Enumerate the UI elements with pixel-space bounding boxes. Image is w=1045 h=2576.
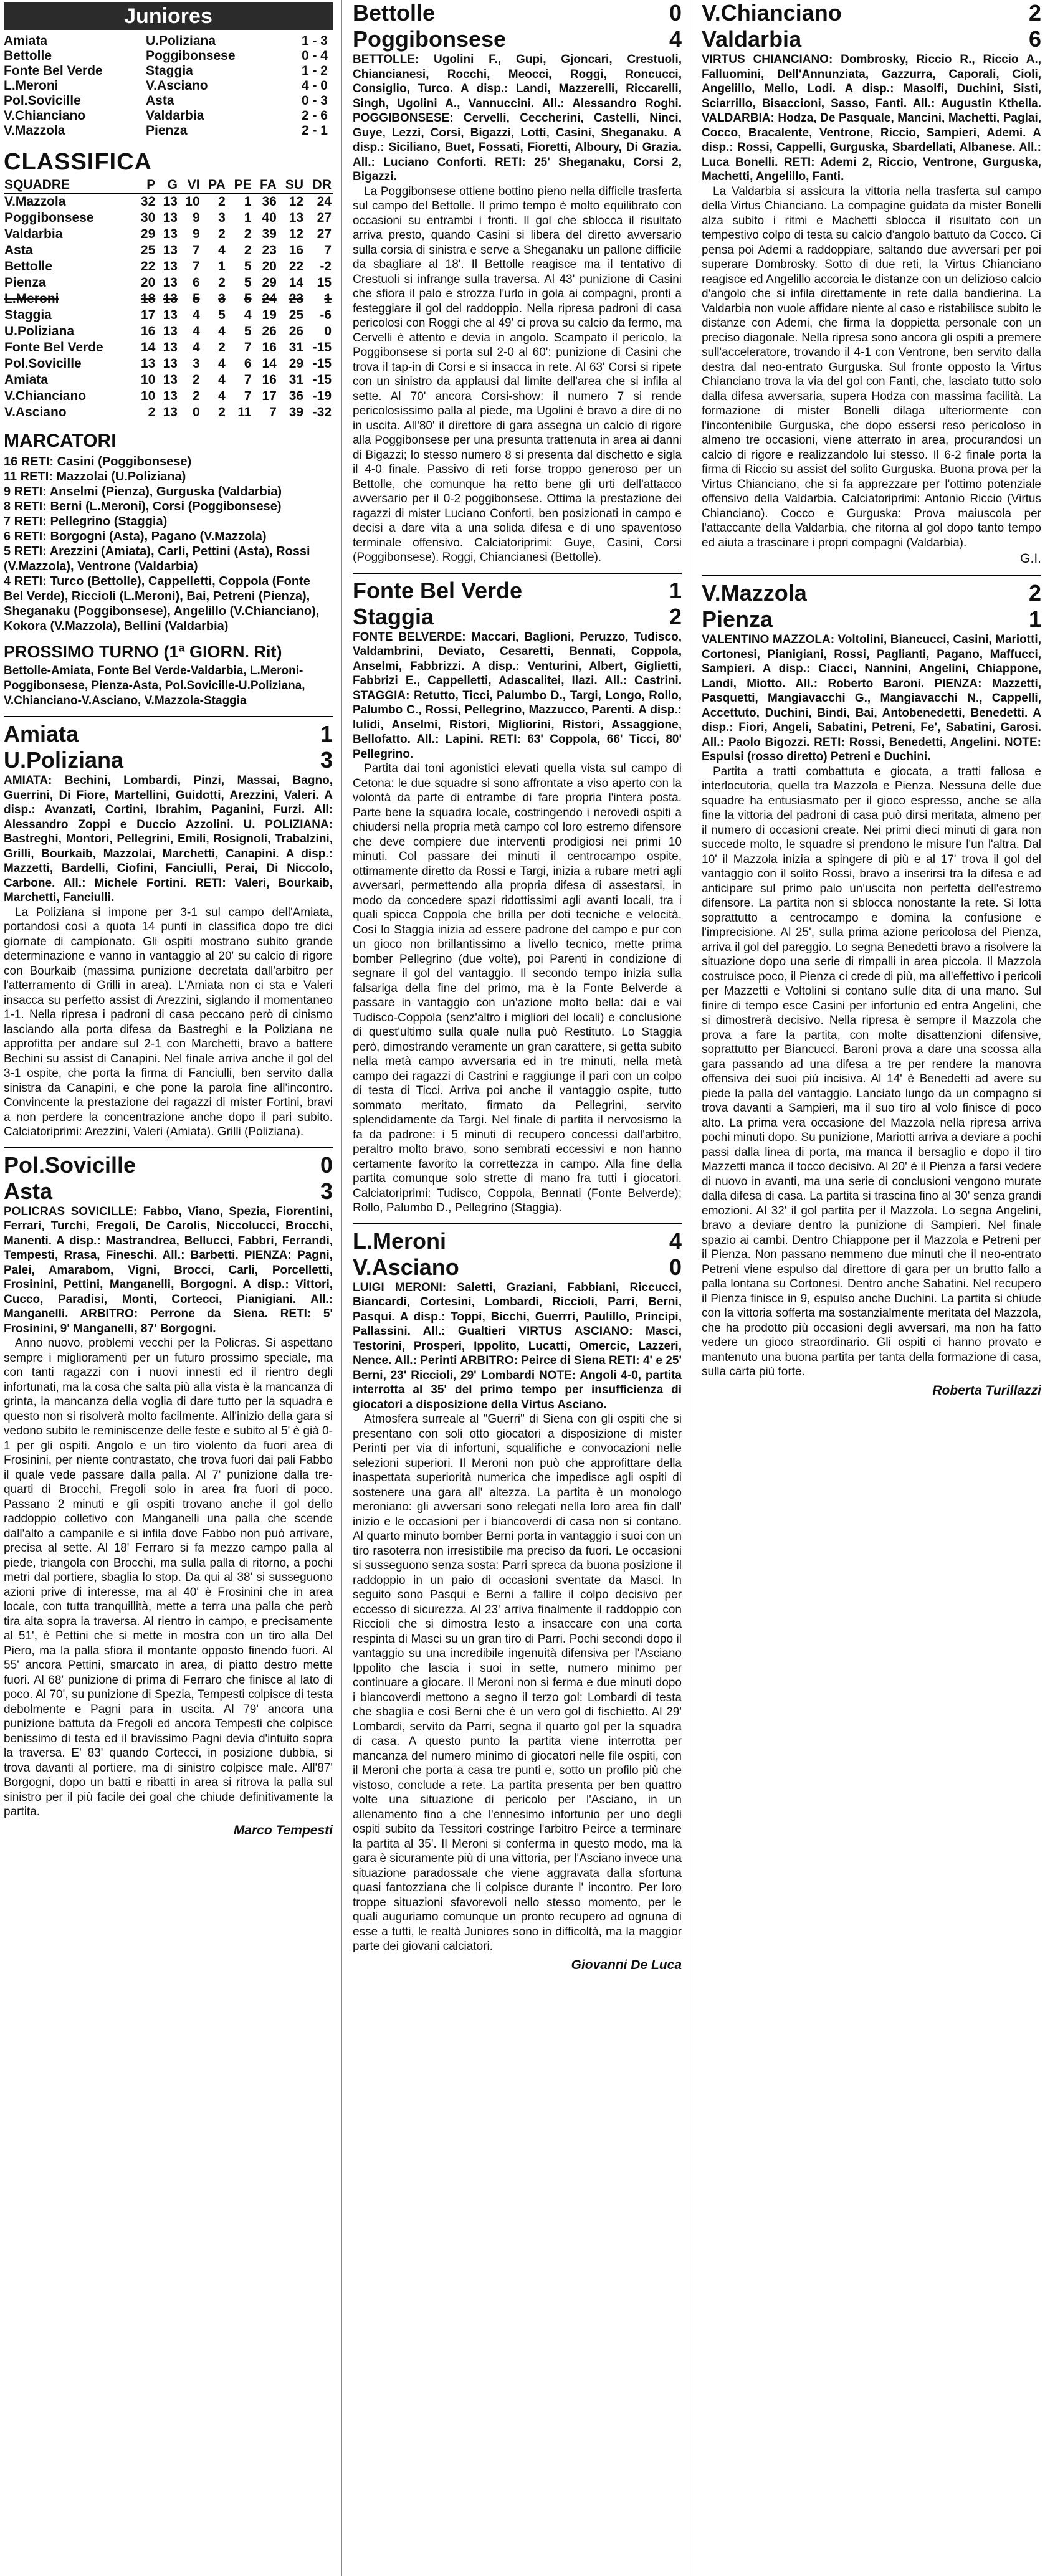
standings-team: U.Poliziana [4,324,75,338]
match-away-row [702,606,1041,632]
standings-cell: 16 [262,373,277,387]
standings-cell: 22 [140,259,156,274]
standings-cell: 3 [192,356,200,371]
standings-row [4,404,333,421]
report-paragraph: La Valdarbia si assicura la vittoria nella trasferta sul campo della Virtus Chianciano. La compagine guidata da mister Bonelli alza subito i ritmi e Machetti sblocca il risultato con un tempestivo colpo di testa su calcio d'angolo battuto da Cocco. Ci pensa poi Ademi a raddoppiare, saltando due avversari per poi superare Dombrosky. Sotto di due reti, la Virtus Chianciano reagisce ed Angelillo accorcia le distanze con un delizioso calcio d'angolo che si infila direttamente in rete dalla bandierina. La Valdarbia non vuole affidare niente al caso e ristabilisce subito le distanze con Ademi, che firma la doppietta personale con un preciso diagonale. Nella ripresa sono ancora gli ospiti a premere sull'acceleratore, trovando il 4-1 con Ventrone, ben servito dalla destra dal neo-entrato Gurguska. Sul fronte opposto la Virtus Chianciano trova la via del gol con Fanti, che, lasciato tutto solo dalla difesa avversaria, supera Hodza con massima facilità. La formazione di mister Bonelli dilaga ulteriormente con l'incontenibile Gurguska, che dopo essersi reso pericoloso in almeno tre occasioni, viene atterrato in area, procurandosi un calcio di rigore e realizzandolo lui stesso. Il 6-2 finale porta la firma di Riccio su assist del solito Gurguska. Buona prova per la Virtus Chianciano, che si fa apprezzare per l'ottimo potenziale offensivo della Valdarbia. Calciatoriprimi: Antonio Riccio (Virtus Chianciano). Cocco e Gurguska: Prova maiuscola per l'attaccante della Valdarbia, che ritorna al gol dopo tanto tempo ed aiuta a trascinare i propri compagni (Valdarbia). [702,184,1041,550]
report-body [353,1412,682,1954]
scorer-line: 16 RETI: Casini (Poggibonsese) [4,455,192,469]
match-away-row [353,604,682,630]
match-report [353,1223,682,1974]
standings-row [4,259,333,275]
result-row [4,93,333,108]
standings-cell: 1 [244,211,252,225]
standings-cell: 1 [244,194,252,209]
standings-cell: 12 [289,227,304,241]
away-team: Valdarbia [702,26,802,52]
standings-cell: 7 [192,243,200,257]
standings-cell: 0 [192,405,200,419]
author-signature: Giovanni De Luca [571,1957,682,1972]
standings-cell: 17 [140,308,156,322]
standings-row [4,356,333,372]
standings-header-row [4,177,333,194]
result-row [4,34,333,49]
standings-team: V.Mazzola [4,194,66,209]
standings-cell: 31 [289,340,304,355]
standings-table [4,177,333,421]
standings-header: SU [278,177,305,194]
scorer-line: 11 RETI: Mazzolai (U.Poliziana) [4,470,186,484]
standings-team: Valdarbia [4,227,63,241]
standings-cell: 3 [218,211,226,225]
marcatori-title: MARCATORI [4,431,117,451]
standings-cell: 4 [192,308,200,322]
separator [4,716,333,717]
match-home-row [4,1152,333,1178]
standings-cell: 2 [218,227,226,241]
standings-cell: -15 [312,356,332,371]
home-score: 1 [669,577,682,603]
standings-team: Fonte Bel Verde [4,340,103,355]
standings-cell: -15 [312,340,332,355]
standings-cell: 5 [244,292,252,306]
standings-cell: 12 [289,194,304,209]
standings-cell: 4 [218,356,226,371]
report-paragraph: La Poggibonsese ottiene bottino pieno nella difficile trasferta sul campo del Bettolle. Il primo tempo è molto equilibrato con occasioni su entrambi i fronti. Il gol che sblocca il risultato arriva presto, quando Casini si libera del diretto avversario sulla corsia di sinistra e serve a Sheganaku un pallone difficile da sbagliare al 18'. Il Bettolle reagisce ma il tentativo di Crestuoli si infrange sulla traversa. Al 43' punizione di Casini che sfiora il palo e strozza l'urlo in gola ai compagni, pronti a festeggiare il gol del raddoppio. Nella ripresa padroni di casa pericolosi con Roggi che al 49' ci prova su calcio da fermo, ma Cervelli è attento e devia in angolo. Scampato il pericolo, la Poggibonsese si porta sul 2-0 al 60': punizione di Casini che trova il tap-in di Corsi e si insacca in rete. Al 63' Corsi si ripete con un sinistro da applausi dal limite dell'area che si infila al sette. Al 70' ancora Corsi-show: il numero 7 si rende pericolosissimo palla al piede, ma Ugolini è bravo a dire di no in uscita. All'80' il direttore di gara assegna un calcio di rigore alla Poggibonsese per una presunta trattenuta in area ai danni di Bigazzi; lo stesso numero 8 si presenta dal dischetto e sigla il 4-0 finale. Passivo di reti forse troppo generoso per un Bettolle, che comunque ha retto bene gli urti dell'attacco avversario per il 0-2 poggibonsese. Ottima la prestazione dei ragazzi di mister Luciano Conforti, ben posizionati in campo e decisi a dare vita a una solida difesa e di uno spaventoso terminale offensivo. Calciatoriprimi: Guye, Casini, Corsi (Poggibonsese). Roggi, Chiancianesi (Bettolle). [353,184,682,564]
author-signature: G.I. [1020,551,1041,566]
report-body [702,765,1041,1380]
separator [702,575,1041,576]
standings-cell: 23 [262,243,277,257]
report-body [4,1336,333,1820]
standings-cell: 7 [192,259,200,274]
standings-cell: 23 [289,292,304,306]
standings-header: VI [179,177,201,194]
standings-cell: 36 [262,194,277,209]
standings-cell: 4 [244,308,252,322]
standings-team: Staggia [4,308,52,322]
standings-team: Asta [4,243,33,257]
result-away: V.Asciano [146,79,208,93]
home-score: 1 [320,721,333,747]
result-home: Amiata [4,34,48,48]
report-paragraph: Partita dai toni agonistici elevati quella vista sul campo di Cetona: le due squadre si sono affrontate a viso aperto con la volontà da parte di entrambe di fare propria l'intera posta. Parte bene la squadra locale, costringendo i nerovedi ospiti a chiudersi nella propria metà campo col loro estremo difensore che deve compiere due interventi prodigiosi nei primi 10 minuti. Col passare dei minuti il centrocampo ospite, ottimamente diretto da Rossi e Targi, inizia a rubare metri agli avversari, permettendo alla propria difesa di assestarsi, in modo da concedere spazi ridottissimi agli avanti locali, tra i quali spicca Coppola che brilla per doti tecniche e velocità. Così lo Staggia inizia ad essere padrone del campo e pur con un gioco non brillantissimo a livello tecnico, mette prima bomber Pellegrino (due volte), poi Parenti in condizione di segnare il gol del vantaggio. Il secondo tempo inizia sulla falsariga della fine del primo, ma è la Fonte Belverde a passare in vantaggio con un'azione molto bella: dai e vai Tudisco-Coppola (senz'altro i migliori del locali) e conclusione di quest'ultimo sulla quale nulla può Restituto. Lo Staggia però, dimostrando veramente un gran carattere, si getta subito nella metà campo avversaria ed in tre minuti, nella metà campo dei ragazzi di Castrini e raggiunge il pari con un colpo di testa di Ticci. Arriva poi anche il vantaggio ospite, tutto sommato meritato, firmato da Pellegrini, servito splendidamente da Targi. Nel finale di partita il nervosismo la fa da padrone: i 5 minuti di recupero concessi dall'arbitro, peraltro molto bravo, sono sembrati eccessivi e non hanno certamente favorito la correttezza in campo. Alla fine della partita comunque solo strette di mano fra tutti i giocatori. Calciatoriprimi: Tudisco, Coppola, Bennati (Fonte Belverde); Rollo, Palumbo D., Pellegrino (Staggia). [353,762,682,1214]
standings-cell: 31 [289,373,304,387]
result-score: 0 - 4 [301,49,328,63]
away-team: V.Asciano [353,1254,459,1280]
result-row [4,108,333,123]
result-away: Staggia [146,64,193,78]
standings-cell: -19 [312,389,332,403]
away-score: 1 [1028,606,1041,632]
standings-cell: 36 [289,389,304,403]
result-row [4,79,333,93]
standings-cell: -32 [312,405,332,419]
standings-row [4,388,333,404]
standings-team: L.Meroni [4,292,59,306]
home-score: 2 [1028,580,1041,606]
standings-cell: 2 [192,389,200,403]
standings-cell: 13 [163,373,178,387]
next-round-text: Bettolle-Amiata, Fonte Bel Verde-Valdarbia, L.Meroni-Poggibonsese, Pienza-Asta, Pol.Sovicille-U.Poliziana, V.Chianciano-V.Asciano, V.Mazzola-Staggia [4,664,305,707]
standings-cell: 14 [140,340,156,355]
scorer-line: 4 RETI: Turco (Bettolle), Cappelletti, Coppola (Fonte Bel Verde), Riccioli (L.Meroni), Bai, Petreni (Pienza), Sheganaku (Poggibonsese), Angelillo (V.Chianciano), Kokora (V.Mazzola), Bellini (Valdarbia) [4,575,320,633]
standings-cell: 7 [244,373,252,387]
column-divider [341,0,342,2576]
standings-cell: 2 [218,194,226,209]
standings-cell: 5 [244,275,252,290]
standings-team: Pienza [4,275,46,290]
standings-cell: 40 [262,211,277,225]
report-body [353,761,682,1216]
standings-row [4,226,333,242]
standings-cell: 10 [140,389,156,403]
scorer-line: 7 RETI: Pellegrino (Staggia) [4,515,168,528]
standings-header: PE [227,177,253,194]
standings-cell: 5 [192,292,200,306]
standings-cell: 22 [289,259,304,274]
result-home: V.Mazzola [4,123,65,138]
standings-cell: 15 [317,275,332,290]
standings-cell: 25 [140,243,156,257]
away-team: Poggibonsese [353,26,507,52]
standings-cell: 39 [262,227,277,241]
lineups: BETTOLLE: Ugolini F., Gupi, Gjoncari, Crestuoli, Chiancianesi, Rocchi, Meocci, Roggi, Roncucci, Consiglio, Turco. A disp.: Landi, Mazzerelli, Riccarelli, Singh, Ugolini A., Vannuccini. All.: Alessandro Roghi. POGGIBONSESE: Cervelli, Ceccherini, Castelli, Ninci, Guye, Lezzi, Corsi, Bigazzi, Lotti, Casini, Sheganaku. A disp.: Siciliano, Buet, Fossati, Fioretti, Alboury, Di Grazia. All.: Luciano Conforti. RETI: 25' Sheganaku, Corsi 2, Bigazzi. [353,53,682,183]
standings-cell: 13 [163,259,178,274]
standings-cell: 13 [163,405,178,419]
match-home-row [702,580,1041,606]
result-away: Pienza [146,123,188,138]
home-team: Pol.Sovicille [4,1152,136,1178]
lineups: POLICRAS SOVICILLE: Fabbo, Viano, Spezia, Fiorentini, Ferrari, Turchi, Fregoli, De Carolis, Niccolucci, Brocchi, Manenti. A disp.: Mastrandrea, Bellucci, Fabbri, Ferrandi, Tempesti, Rrasa, Fineschi. All.: Barbetti. PIENZA: Pagni, Palei, Amarabom, Vigni, Brocci, Carli, Porcelletti, Frosinini, Pettini, Manganelli, Borgogni. A disp.: Vittori, Cucco, Paradisi, Monti, Cortecci, Pianigiani. All.: Manganelli. ARBITRO: Perrone da Siena. RETI: 5' Frosinini, 9' Manganelli, 87' Borgogni. [4,1205,333,1335]
result-home: Bettolle [4,49,52,63]
standings-cell: 13 [163,275,178,290]
standings-cell: 25 [289,308,304,322]
report-body [353,184,682,565]
standings-cell: 24 [317,194,332,209]
author-signature: Marco Tempesti [233,1823,333,1838]
standings-cell: 5 [244,324,252,338]
standings-row [4,210,333,226]
result-score: 0 - 3 [301,93,328,108]
standings-cell: 2 [218,405,226,419]
standings-cell: 3 [218,292,226,306]
standings-cell: -15 [312,373,332,387]
home-score: 0 [320,1152,333,1178]
standings-cell: 13 [163,324,178,338]
standings-cell: 2 [244,243,252,257]
report-paragraph: La Poliziana si impone per 3-1 sul campo dell'Amiata, portandosi così a quota 14 punti in classifica dopo tre dici giornate di campionato. Gli ospiti mostrano subito grande determinazione e vanno in vantaggio al 20' su calcio di rigore con Bourkaib (massima punizione decretata dall'arbitro per l'atterramento di Grilli in area). L'Amiata non ci sta e Valeri insacca su perfetto assist di Arezzini, siglando il momentaneo 1-1. Nella ripresa i padroni di casa peccano però di cinismo lasciando alla porta difesa da Bastreghi e la Poliziana ne approfitta per andare sul 2-1 con Marchetti, bravo a battere Bechini su assist di Canapini. Nel finale arriva anche il gol del 3-1 ospite, che porta la firma di Fanciulli, ben servito dalla sinistra da Canapini, e che pone la parola fine all'incontro. Convincente la prestazione dei ragazzi di mister Fortini, bravi a non perdere la concentrazione anche dopo il pari subito. Calciatoriprimi: Arezzini, Valeri (Amiata). Grilli (Poliziana). [4,905,333,1138]
standings-cell: 29 [140,227,156,241]
standings-row [4,194,333,211]
result-row [4,64,333,79]
standings-cell: 5 [218,308,226,322]
standings-cell: 16 [140,324,156,338]
home-team: V.Chianciano [702,0,842,26]
home-score: 4 [669,1228,682,1254]
scorer-line: 8 RETI: Berni (L.Meroni), Corsi (Poggibonsese) [4,500,282,513]
standings-cell: 4 [218,373,226,387]
standings-header: SQUADRE [4,177,135,194]
standings-cell: 16 [262,340,277,355]
standings-header: P [135,177,157,194]
standings-cell: 13 [163,194,178,209]
standings-cell: 9 [192,227,200,241]
standings-cell: 13 [163,308,178,322]
standings-cell: -2 [320,259,332,274]
standings-team: Poggibonsese [4,211,94,225]
standings-cell: 13 [163,340,178,355]
match-report [4,1147,333,1839]
home-team: L.Meroni [353,1228,446,1254]
standings-cell: 4 [192,340,200,355]
result-score: 4 - 0 [301,79,328,93]
standings-header: G [156,177,179,194]
standings-cell: 7 [324,243,332,257]
home-score: 2 [1028,0,1041,26]
result-home: L.Meroni [4,79,59,93]
match-report [4,716,333,1140]
away-score: 6 [1028,26,1041,52]
standings-row [4,291,333,307]
standings-cell: 5 [244,259,252,274]
standings-header: DR [305,177,333,194]
column-1 [4,0,333,2576]
standings-cell: 20 [140,275,156,290]
match-away-row [353,1254,682,1281]
standings-cell: 7 [244,340,252,355]
result-home: V.Chianciano [4,108,86,123]
home-team: Bettolle [353,0,436,26]
standings-header: FA [253,177,278,194]
standings-cell: 6 [244,356,252,371]
standings-cell: 13 [163,211,178,225]
standings-cell: 39 [289,405,304,419]
author-signature: Roberta Turillazzi [932,1383,1041,1398]
match-report [353,573,682,1216]
standings-team: Amiata [4,373,49,387]
lineups: VIRTUS CHIANCIANO: Dombrosky, Riccio R., Riccio A., Falluomini, Dell'Annunziata, Gazzurra, Caporali, Cioli, Angelillo, Mello, Lodi. A disp.: Masolfi, Duchini, Sisti, Sciarrillo, Bisaccioni, Sasso, Fanti. All.: Augustin Kthella. VALDARBIA: Hodza, De Pasquale, Mancini, Machetti, Paglai, Cocco, Bracalente, Ventrone, Riccio, Sampieri, Ademi. A disp.: Rossi, Cappelli, Gurguska, Sbardellati, Albanese. All.: Luca Bonelli. RETI: Ademi 2, Riccio, Ventrone, Gurguska, Machetti, Angelillo, Fanti. [702,53,1041,183]
standings-cell: 9 [192,211,200,225]
match-away-row [353,26,682,52]
standings-header: PA [201,177,227,194]
lineups: LUIGI MERONI: Saletti, Graziani, Fabbiani, Riccucci, Biancardi, Cortesini, Lombardi, Riccioli, Parri, Berni, Pasqui. A disp.: Toppi, Bicchi, Guerrri, Paulillo, Principi, Pallassini. All.: Gualtieri VIRTUS ASCIANO: Masci, Testorini, Prosperi, Ippolito, Lucatti, Omercic, Lazzeri, Nence. All.: Perinti ARBITRO: Peirce di Siena RETI: 4' e 25' Berni, 23' Riccioli, 29' Lombardi NOTE: Angoli 4-0, partita interrotta al 35' del primo tempo per insufficienza di giocatori a disposizione della Virtus Asciano. [353,1281,682,1411]
separator [4,1147,333,1148]
standings-row [4,242,333,259]
standings-cell: 2 [192,373,200,387]
match-report [702,0,1041,568]
away-score: 3 [320,747,333,773]
standings-cell: 14 [262,356,277,371]
standings-cell: 2 [218,340,226,355]
result-score: 2 - 6 [301,108,328,123]
standings-row [4,323,333,340]
standings-cell: 13 [163,356,178,371]
away-score: 0 [669,1254,682,1280]
standings-cell: 2 [244,227,252,241]
juniores-banner: Juniores [4,2,333,30]
report-paragraph: Anno nuovo, problemi vecchi per la Policras. Si aspettano sempre i miglioramenti per un futuro prossimo speciale, ma con tanti ragazzi con i nuovi innesti ed il rientro degli infortunati, ma la cosa che salta più alla vista è la mancanza di grinta, la mancanza della voglia di dare tutto per la squadra e questo non si risolverà molto facilmente. All'inizio della gara si vedono subito le reminiscenze delle feste e subito al 5' è già 0-1 per gli ospiti. Angolo e un tiro violento da fuori area di Frosinini, per niente contrastato, che trova fuori dai pali Fabbo il quale vede passare dalla palla. Al 7' punizione dalla tre-quarti di Brocchi, Fregoli solo in area fra fuori di poco. Passano 2 minuti e gli ospiti trovano anche il gol dello raddoppio colletivo con Manganelli una palla che scende dall'alto a campanile e si infila dove Fabbo non può arrivare, precisa al sette. Al 18' Ferraro si fa mezzo campo palla al piede, triangola con Brocchi, ma sulla palla di ritorno, a pochi metri dal portiere, sbaglia lo stop. Da qui al 38' si susseguono azioni prive di interesse, ma al 40' è Frosinini che in area locale, con tutta tranquillità, mette a terra una palla che però tira alta sopra la traversa. Al rientro in campo, e precisamente al 51', è Pettini che si mette in mostra con un tiro alla Del Piero, ma la palla sfiora il montante opposto finendo fuori. Al 55' ancora Pettini, smarcato in area, di piatto destro mette fuori. Al 68' punizione di prima di Ferraro che finisce al lato di poco. Al 70', su punizione di Spezia, Tempesti colpisce di testa debolmente e Pagni para in uscita. Al 79' ancora una punizione battuta da Fregoli ed ancora Tempesti che colpisce benissimo di testa ed il bravissimo Pagni devia d'intuito sopra la traversa. E' 83' quando Cortecci, in posizione dubbia, si trova davanti al portiere, ma di sinistro colpisce male. All'87' Borgogni, dopo un batti e ribatti in area si ritrova la palla sul sinistro per il più facile dei goal che chiude definitivamente la partita. [4,1337,333,1818]
match-away-row [4,747,333,773]
standings-cell: 30 [140,211,156,225]
result-score: 1 - 3 [301,34,328,48]
report-paragraph: Atmosfera surreale al "Guerri" di Siena con gli ospiti che si presentano con soli otto giocatori a disposizione di mister Perinti per via di infortuni, squalifiche e convocazioni nelle selezioni superiori. Il Meroni non può che approfittare della inaspettata superiorità numerica che impedisce agli ospiti di sostenere una gara all' altezza. La partita è un monologo meroniano: gli avversari sono relegati nella loro area fin dall' inizio e le occasioni per i biancoverdi di casa non si contano. Al quarto minuto bomber Berni porta in vantaggio i suoi con un tiro rasoterra non irresistibile ma preciso da fuori. Le occasioni si susseguono senza sosta: Parri spreca da buona posizione il raddoppio in un paio di occasioni sventate da Masci. In seguito sono Pasqui e Berni a fallire il colpo decisivo per eccesso di sicurezza. Al 23' arriva finalmente il raddoppio con Riccioli che si dimostra lesto a insaccare con una corta respinta di Masci su un gran tiro di Parri. Pochi secondi dopo il vantaggio su una incredibile ingenuità difensiva per l'Asciano Ippolito che lascia i suoi in sette, numero minimo per continuare a giocare. Il Meroni non si ferma e due minuti dopo i biancoverdi mettono a segno il terzo gol: Lombardi di testa che sbaglia e così Berni che è un vero gol di fischietto. Al 29' Lombardi, servito da Parri, segna il quarto gol per la squadra di casa. A questo punto la partita viene interrotta per mancanza del numero minimo di giocatori nelle file ospiti, con il Meroni che porta a casa tre punti e, sotto un profilo più che vistoso, conclude a rete. La partita presenta per ben quattro volte una situazione di pericolo per l'Asciano, in un allenamento fino a che l'ennesimo infortunio per uno degli ospiti subito da Tessitori costringe l'arbitro Peirce a terminare la partita al 35'. Il Meroni si conferma in questo modo, ma la gara è sicuramente più di una vittoria, per l'Asciano invece una situazione paradossale che viene aggravata dalla sfortuna quasi fantozziana che li colpisce durante l' incontro. Per loro troppe situazioni sfavorevoli nello stesso momento, per le quali auguriamo comunque un pronto recupero ad ognuna di esse a tutti, le realtà Juniores sono in difficoltà, ma la maggior parte dei giovani calciatori. [353,1413,682,1953]
next-round-title: PROSSIMO TURNO (1ª GIORN. Rit) [4,642,282,661]
home-team: V.Mazzola [702,580,807,606]
standings-cell: 4 [218,389,226,403]
result-row [4,123,333,138]
away-score: 4 [669,26,682,52]
standings-row [4,307,333,323]
standings-cell: 4 [218,243,226,257]
standings-cell: 4 [218,324,226,338]
standings-cell: 32 [140,194,156,209]
standings-cell: 13 [163,227,178,241]
match-home-row [353,578,682,604]
result-score: 1 - 2 [301,64,328,78]
away-team: U.Poliziana [4,747,124,773]
standings-cell: 17 [262,389,277,403]
standings-cell: 10 [185,194,200,209]
standings-cell: 16 [289,243,304,257]
result-score: 2 - 1 [301,123,328,138]
away-team: Pienza [702,606,773,632]
result-row [4,49,333,64]
report-body [4,905,333,1140]
standings-cell: 10 [140,373,156,387]
report-paragraph: Partita a tratti combattuta e giocata, a tratti fallosa e interlocutoria, quella tra Mazzola e Pienza. Nessuna delle due squadre ha entusiasmato per il gioco espresso, anche se alla fine la vittoria del padroni di casa può dirsi meritata, almeno per il numero di occasioni create. Nei primi dieci minuti di gara non succede molto, le squadre si prendono le misure l'un l'altra. Dal 10' il Mazzola inizia a spingere di più e al 17' trova il gol del vantaggio con il solito Rossi, bravo a inserirsi tra la difesa e ad anticipare sul primo palo un'uscita non perfetta dell'estremo difensore. La partita non si sblocca nonostante la rete. Si lotta soprattutto a centrocampo e domina la confusione e l'imprecisione. Al 25', sulla prima azione pericolosa del Pienza, arriva il gol del pareggio. Lo segna Benedetti bravo a risolvere la situazione dopo una serie di rimpalli in area piccola. Il Mazzola costruisce poco, il Pienza ci crede di più, ma all'effettivo i pericoli per Mazzetti e Voltolini si contano sulle dita di una mano. Sul finire di tempo esce Casini per infortunio ed entra Angelini, che si dimostrerà decisivo. Nella ripresa è sempre il Mazzola che prova a fare la partita, con molte disattenzioni difensive, soprattutto per Biancucci. Baroni prova a dare una scossa alla gara passando ad una difesa a tre per rendere la manovra offensiva dei suoi più incisiva. Al 14' è Benedetti ad avere su piede la palla del vantaggio. Lanciato lungo da un compagno si trova davanti a Sampieri, ma il suo tiro al volo finisce di poco alto. La prima vera occasione del Mazzola nella ripresa arriva pochi minuti dopo. Su punizione, Mariotti arriva a deviare a pochi passi dalla linea di porta, ma manca il bersaglio e dopo il tiro Mazzetti manca il tocco decisivo. Al 20' è il Pienza a farsi vedere di nuovo in avanti, ma una serie di conclusioni vengono murate dalla difesa di casa. La partita si trascina fino al 30' senza grandi emozioni. Al 32' il gol partita per il Mazzola. Lo segna Angelini, bravo a deviare dentro la punizione di Sampieri. Nel finale spazio ai cambi. Dentro Chiappone per il Mazzola e Petreni per il Pienza. Non passano nemmeno due minuti che il neo-entrato Petreni viene espulso dal direttore di gara per un brutto fallo a palla lontana su Cortonesi. Dentro anche Sabatini. Nel recupero il Pienza finisce in 9, espulso anche Duchini. La partita si chiude con la vittoria sofferta ma sostanzialmente meritata del Mazzola, che ha prodotto più occasioni degli avversari, ma non ha fatto vedere un gioco straordinario. Gli ospiti ci hanno provato e mantenuto una buona partita per tanta della formazione di casa, sulla carta più forte. [702,765,1041,1378]
standings-cell: -6 [320,308,332,322]
home-score: 0 [669,0,682,26]
result-home: Fonte Bel Verde [4,64,103,78]
result-away: Asta [146,93,174,108]
standings-team: V.Asciano [4,405,67,419]
standings-cell: 13 [140,356,156,371]
standings-row [4,372,333,388]
standings-cell: 2 [148,405,156,419]
standings-row [4,340,333,356]
standings-cell: 7 [269,405,277,419]
separator [353,573,682,574]
lineups: FONTE BELVERDE: Maccari, Baglioni, Peruzzo, Tudisco, Valdambrini, Deviato, Cesaretti, Bennati, Coppola, Anselmi, Fabbrizzi. A disp.: Venturini, Albert, Giglietti, Fabbrizi E., Cappelletti, Adascalitei, Ilazi. All.: Castrini. STAGGIA: Retutto, Ticci, Palumbo D., Targi, Longo, Rollo, Palumbo C., Rossi, Pellegrino, Mazzucco, Parenti. A disp.: Iulidi, Anselmi, Ristori, Migliorini, Ristori, Assaggione, Bellofatto. All.: Lapini. RETI: 63' Coppola, 66' Ticci, 80' Pellegrino. [353,630,682,761]
result-home: Pol.Sovicille [4,93,81,108]
scorer-line: 6 RETI: Borgogni (Asta), Pagano (V.Mazzola) [4,530,267,543]
home-team: Amiata [4,721,79,747]
result-away: Poggibonsese [146,49,236,63]
report-body [702,184,1041,551]
result-away: Valdarbia [146,108,204,123]
standings-cell: 20 [262,259,277,274]
standings-cell: 11 [237,405,252,419]
standings-cell: 18 [140,292,156,306]
away-team: Staggia [353,603,434,629]
match-report [353,0,682,565]
match-away-row [702,26,1041,52]
match-home-row [353,0,682,26]
away-team: Asta [4,1178,53,1204]
standings-team: Pol.Sovicille [4,356,82,371]
standings-cell: 7 [244,389,252,403]
separator [353,1223,682,1224]
standings-cell: 19 [262,308,277,322]
standings-cell: 29 [289,356,304,371]
lineups: VALENTINO MAZZOLA: Voltolini, Biancucci, Casini, Mariotti, Cortonesi, Pianigiani, Rossi, Paglianti, Pagano, Maffucci, Sampieri. A disp.: Ciacci, Nannini, Angelini, Chiappone, Landi, Miotto. All.: Roberto Baroni. PIENZA: Mazzetti, Pasquetti, Mangiavacchi G., Mangiavacchi N., Cappelli, Accettuto, Duchini, Bindi, Bai, Antobenedetti, Benedetti. A disp.: Fiori, Angeli, Sabatini, Petreni, Fe', Sabatini, Garosi. All.: Paolo Bigozzi. RETI: Rossi, Benedetti, Angelini. NOTE: Espulsi (rosso diretto) Petreni e Duchini. [702,633,1041,763]
standings-team: V.Chianciano [4,389,87,403]
standings-cell: 13 [163,243,178,257]
standings-cell: 13 [163,292,178,306]
match-home-row [4,721,333,747]
standings-cell: 6 [192,275,200,290]
column-2 [353,0,682,2576]
standings-cell: 26 [289,324,304,338]
standings-team: Bettolle [4,259,53,274]
match-report [702,575,1041,1400]
away-score: 3 [320,1178,333,1204]
match-home-row [353,1228,682,1254]
scorer-line: 9 RETI: Anselmi (Pienza), Gurguska (Valdarbia) [4,485,282,499]
away-score: 2 [669,603,682,629]
standings-cell: 1 [218,259,226,274]
standings-cell: 2 [218,275,226,290]
standings-cell: 4 [192,324,200,338]
scorer-line: 5 RETI: Arezzini (Amiata), Carli, Pettini (Asta), Rossi (V.Mazzola), Ventrone (Valdarbia) [4,545,310,573]
standings-cell: 13 [163,389,178,403]
standings-cell: 27 [317,211,332,225]
standings-cell: 27 [317,227,332,241]
match-away-row [4,1178,333,1205]
standings-cell: 26 [262,324,277,338]
standings-cell: 0 [324,324,332,338]
lineups: AMIATA: Bechini, Lombardi, Pinzi, Massai, Bagno, Guerrini, Di Fiore, Martellini, Guidotti, Arezzini, Valeri. A disp.: Avanzati, Cortini, Ibrahim, Paganini, Furzi. All: Alessandro Zoppi e Duccio Azzolini. U. POLIZIANA: Bastreghi, Montori, Pellegrini, Emili, Rosignoli, Trabalzini, Grilli, Bourkaib, Mazzolai, Marchetti, Canapini. A disp.: Mazzetti, Bardelli, Ciofini, Fanciulli, Perai, Di Niccolo, Carbone. All.: Michele Fortini. RETI: Valeri, Bourkaib, Marchetti, Fanciulli. [4,774,333,904]
column-3 [702,0,1041,2576]
scorers-list [4,454,333,634]
result-away: U.Poliziana [146,34,216,48]
standings-cell: 24 [262,292,277,306]
standings-cell: 13 [289,211,304,225]
standings-row [4,275,333,291]
home-team: Fonte Bel Verde [353,577,523,603]
match-home-row [702,0,1041,26]
standings-cell: 1 [324,292,332,306]
standings-cell: 14 [289,275,304,290]
classifica-title: CLASSIFICA [4,149,152,175]
results-list [4,34,333,138]
standings-cell: 29 [262,275,277,290]
